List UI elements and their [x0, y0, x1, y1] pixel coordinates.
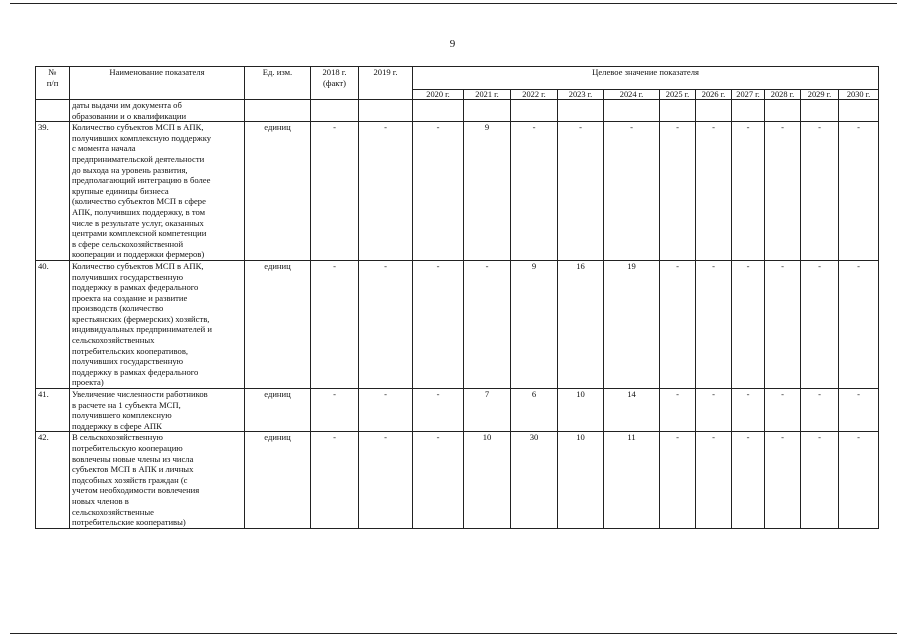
- header-year: 2026 г.: [696, 90, 732, 100]
- target-value: 11: [604, 432, 660, 528]
- target-value: -: [732, 432, 765, 528]
- header-year: 2029 г.: [801, 90, 839, 100]
- header-2019: 2019 г.: [359, 67, 413, 100]
- value-2019: -: [359, 122, 413, 261]
- bottom-border-line: [10, 633, 897, 634]
- indicators-table: [35, 66, 879, 529]
- target-value: -: [765, 389, 801, 432]
- target-value: -: [696, 260, 732, 388]
- target-value: -: [696, 432, 732, 528]
- table-row: [36, 260, 879, 388]
- target-value: -: [660, 432, 696, 528]
- target-value: 9: [511, 260, 558, 388]
- table-row: [36, 432, 879, 528]
- target-value: -: [801, 432, 839, 528]
- target-value: -: [839, 260, 879, 388]
- top-border-line: [10, 3, 897, 4]
- target-value: -: [413, 122, 464, 261]
- indicator-name: В сельскохозяйственную потребительскую кооперацию вовлечены новые члены из числа субъектов МСП в АПК и личных подсобных хозяйств граждан (с учетом необходимости вовлечения новых членов в сельскохозяйственные потребительские кооперативы): [70, 432, 245, 528]
- value-2018: -: [311, 260, 359, 388]
- header-year: 2025 г.: [660, 90, 696, 100]
- target-value: -: [660, 122, 696, 261]
- target-value: -: [801, 389, 839, 432]
- target-value: -: [839, 122, 879, 261]
- target-value: -: [696, 389, 732, 432]
- value-2019: -: [359, 260, 413, 388]
- target-value: -: [732, 260, 765, 388]
- target-value: -: [839, 389, 879, 432]
- target-value: 10: [464, 432, 511, 528]
- continuation-no: [36, 100, 70, 122]
- target-value: 10: [558, 432, 604, 528]
- target-value: -: [801, 122, 839, 261]
- target-value: 9: [464, 122, 511, 261]
- continuation-row: [36, 100, 879, 122]
- target-value: 19: [604, 260, 660, 388]
- target-value: 6: [511, 389, 558, 432]
- target-value: 14: [604, 389, 660, 432]
- target-value: -: [413, 389, 464, 432]
- row-number: 40.: [36, 260, 70, 388]
- row-number: 39.: [36, 122, 70, 261]
- header-year: 2030 г.: [839, 90, 879, 100]
- unit-cell: единиц: [245, 122, 311, 261]
- target-value: -: [732, 122, 765, 261]
- value-2018: -: [311, 122, 359, 261]
- target-value: -: [511, 122, 558, 261]
- indicator-name: Увеличение численности работников в расчете на 1 субъекта МСП, получившего комплексную поддержку в сфере АПК: [70, 389, 245, 432]
- page-number: 9: [449, 38, 456, 50]
- target-value: 10: [558, 389, 604, 432]
- header-row: [36, 67, 879, 90]
- target-value: -: [696, 122, 732, 261]
- target-value: -: [732, 389, 765, 432]
- target-value: -: [558, 122, 604, 261]
- header-year: 2027 г.: [732, 90, 765, 100]
- header-year: 2021 г.: [464, 90, 511, 100]
- row-number: 42.: [36, 432, 70, 528]
- header-2018: 2018 г. (факт): [311, 67, 359, 100]
- table-row: [36, 389, 879, 432]
- target-value: -: [604, 122, 660, 261]
- target-value: -: [660, 389, 696, 432]
- target-value: -: [801, 260, 839, 388]
- target-value: -: [839, 432, 879, 528]
- indicator-name: Количество субъектов МСП в АПК, получивших государственную поддержку в рамках федерального проекта на создание и развитие производств (количество крестьянских (фермерских) хозяйств, индивидуальных предпринимателей и сельскохозяйственных потребительских кооперативов, получивших государственную поддержку в рамках федерального проекта): [70, 260, 245, 388]
- row-number: 41.: [36, 389, 70, 432]
- target-value: 7: [464, 389, 511, 432]
- target-value: -: [413, 260, 464, 388]
- indicator-name: Количество субъектов МСП в АПК, получивших комплексную поддержку с момента начала предпринимательской деятельности до выхода на уровень развития, предполагающий интеграцию в более крупные единицы бизнеса (количество субъектов МСП в сфере АПК, получивших поддержку, в том числе в результате услуг, оказанных центрами комплексной компетенции в сфере сельскохозяйственной кооперации и поддержки фермеров): [70, 122, 245, 261]
- header-year: 2022 г.: [511, 90, 558, 100]
- value-2019: -: [359, 389, 413, 432]
- value-2018: -: [311, 432, 359, 528]
- header-target: Целевое значение показателя: [413, 67, 879, 90]
- target-value: 16: [558, 260, 604, 388]
- header-name: Наименование показателя: [70, 67, 245, 100]
- header-year: 2024 г.: [604, 90, 660, 100]
- header-year: 2028 г.: [765, 90, 801, 100]
- target-value: -: [413, 432, 464, 528]
- target-value: -: [464, 260, 511, 388]
- table-row: [36, 122, 879, 261]
- target-value: -: [765, 432, 801, 528]
- header-no: № п/п: [36, 67, 70, 100]
- unit-cell: единиц: [245, 389, 311, 432]
- header-year: 2023 г.: [558, 90, 604, 100]
- target-value: -: [660, 260, 696, 388]
- unit-cell: единиц: [245, 432, 311, 528]
- continuation-name: даты выдачи им документа об образовании и о квалификации: [70, 100, 245, 122]
- header-year: 2020 г.: [413, 90, 464, 100]
- target-value: 30: [511, 432, 558, 528]
- unit-cell: единиц: [245, 260, 311, 388]
- header-unit: Ед. изм.: [245, 67, 311, 100]
- value-2019: -: [359, 432, 413, 528]
- value-2018: -: [311, 389, 359, 432]
- target-value: -: [765, 122, 801, 261]
- target-value: -: [765, 260, 801, 388]
